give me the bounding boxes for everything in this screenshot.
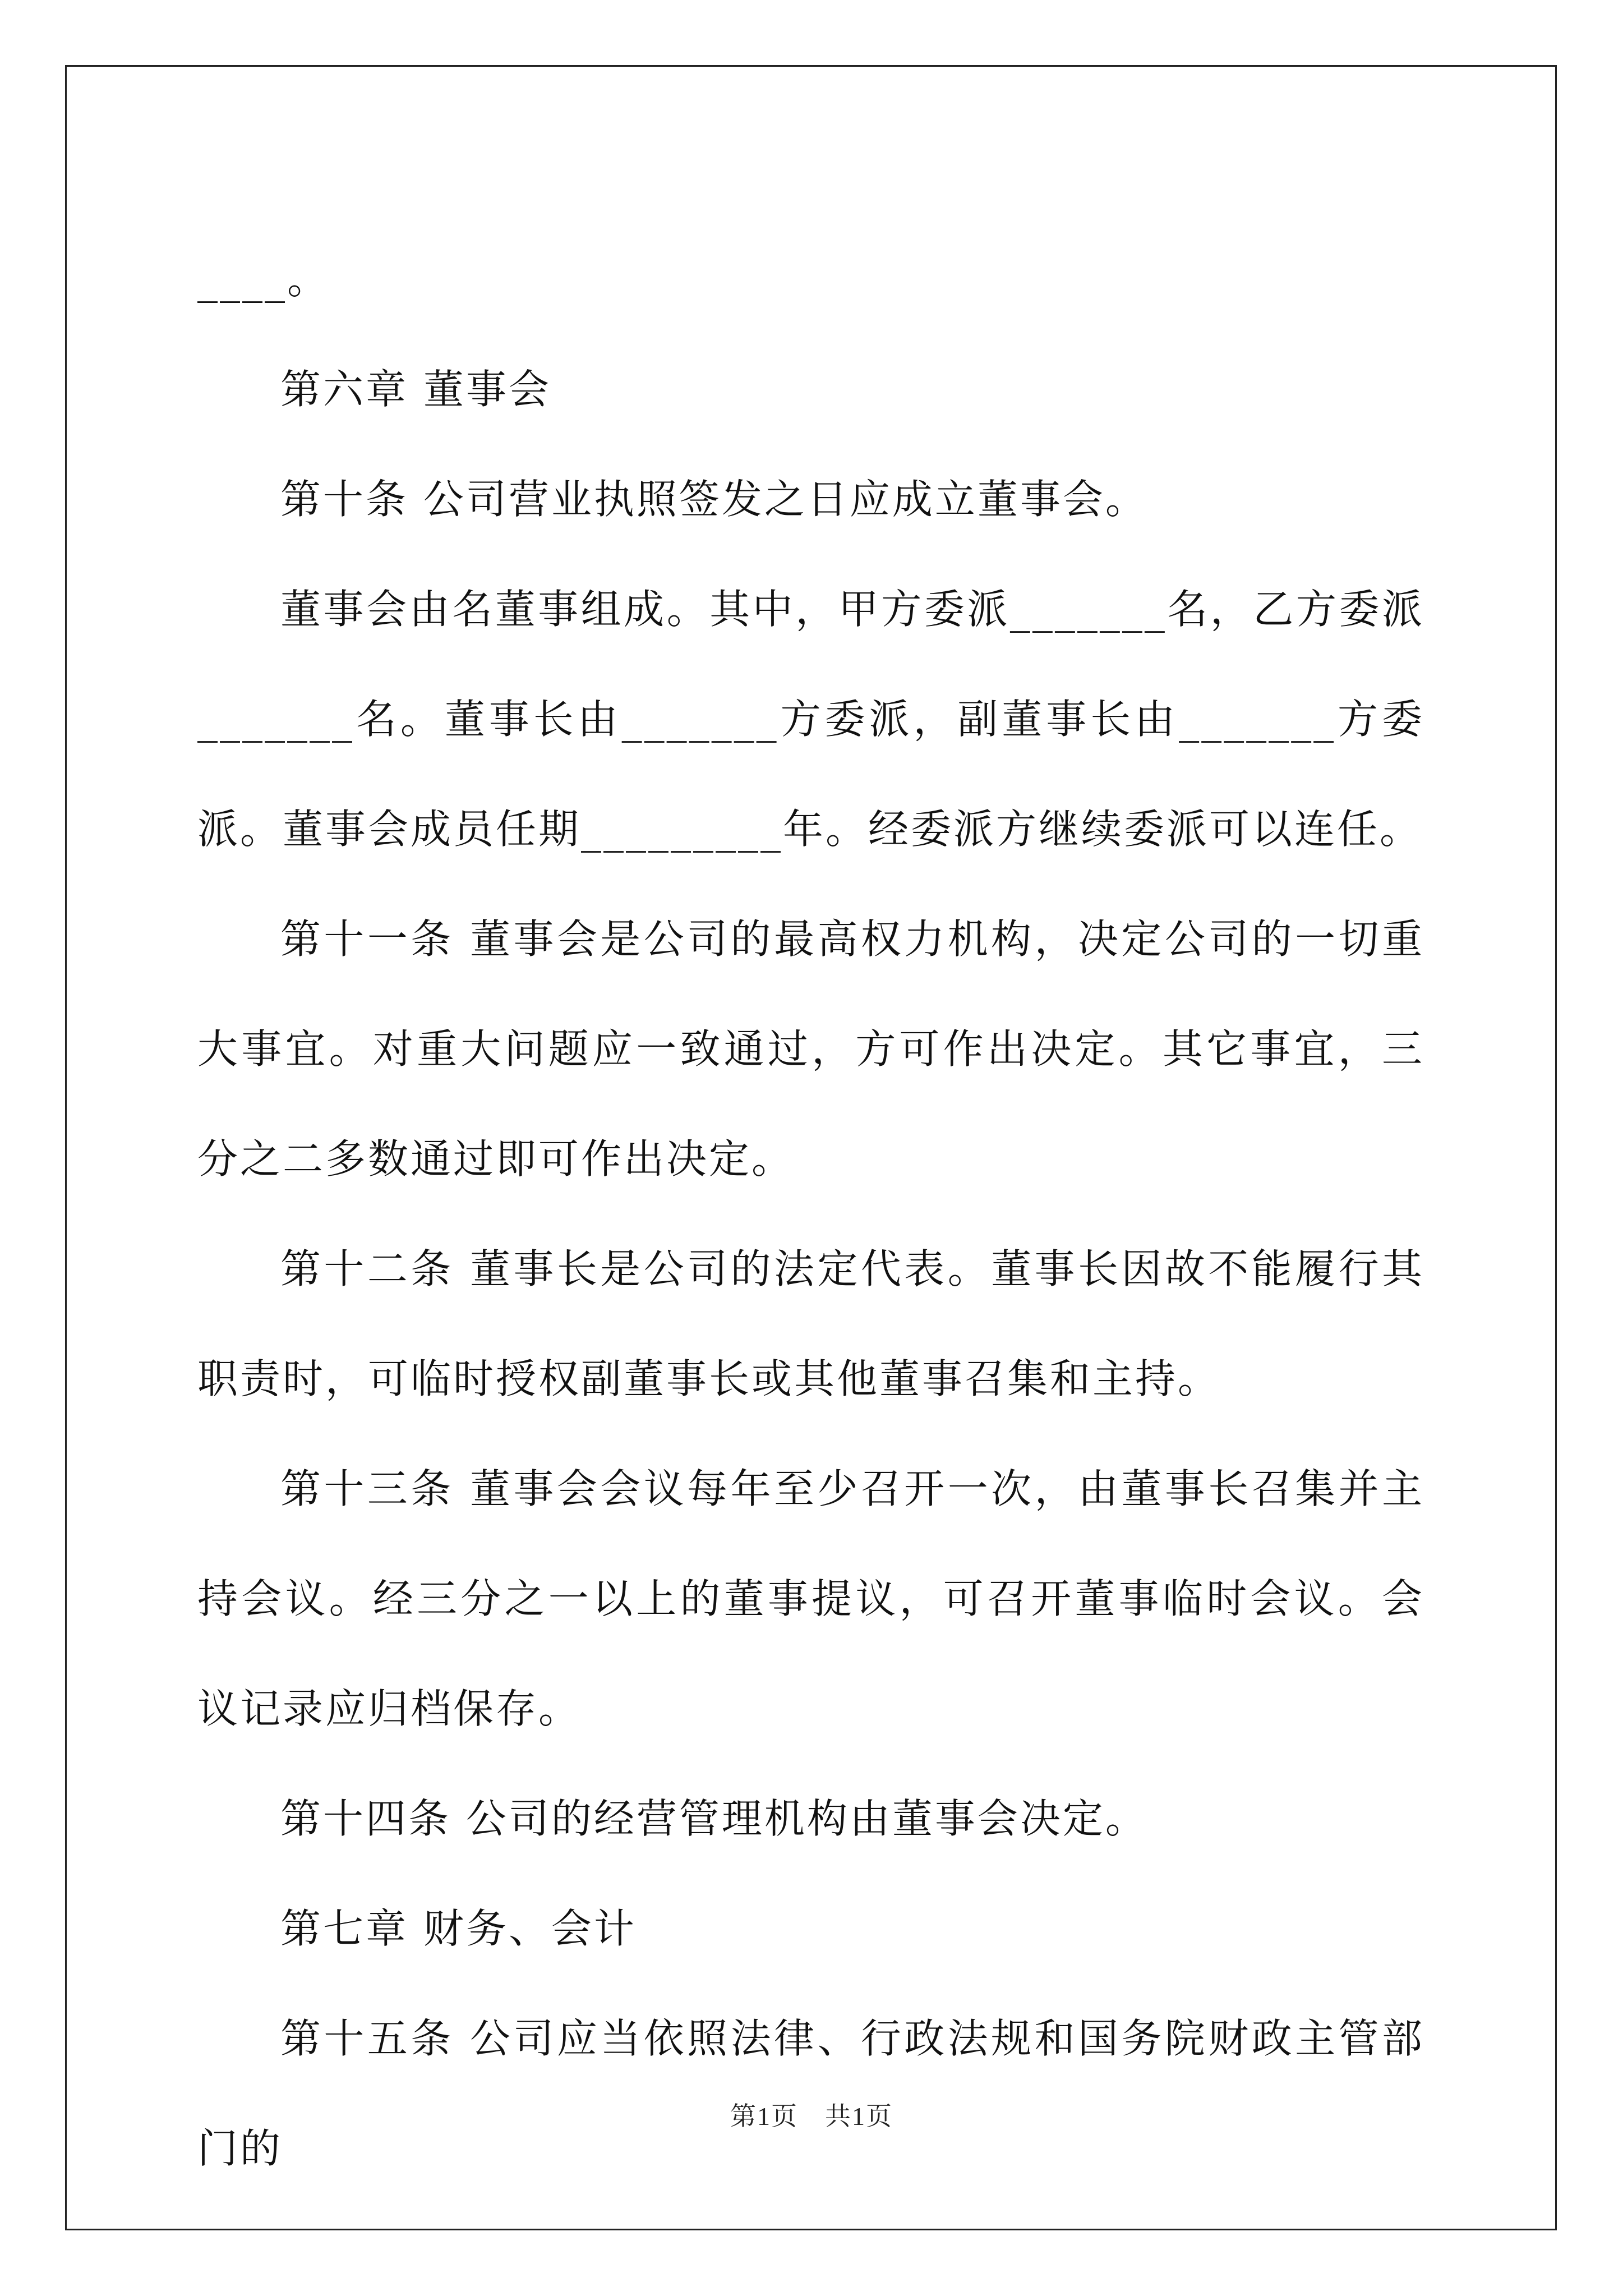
document-body bbox=[197, 224, 1424, 2203]
chapter-heading-board: 第六章 董事会 bbox=[280, 366, 551, 413]
article-14: 第十四条 公司的经营管理机构由董事会决定。 bbox=[280, 1795, 1148, 1842]
article-10: 第十条 公司营业执照签发之日应成立董事会。 bbox=[280, 476, 1148, 523]
chapter-heading-finance: 第七章 财务、会计 bbox=[280, 1905, 637, 1952]
board-composition-paragraph: 董事会由名董事组成。其中，甲方委派_______名，乙方委派_______名。董事长由_______方委派，副董事长由_______方委派。董事会成员任期_________年。经委派方继续委派可以连任。 bbox=[197, 586, 1424, 853]
article-13: 第十三条 董事会会议每年至少召开一次，由董事长召集并主持会议。经三分之一以上的董事提议，可召开董事临时会议。会议记录应归档保存。 bbox=[197, 1465, 1424, 1732]
paragraph-blank-continuation: ____。 bbox=[197, 256, 330, 303]
article-12: 第十二条 董事长是公司的法定代表。董事长因故不能履行其职责时，可临时授权副董事长或其他董事召集和主持。 bbox=[197, 1245, 1424, 1402]
article-11: 第十一条 董事会是公司的最高权力机构，决定公司的一切重大事宜。对重大问题应一致通过，方可作出决定。其它事宜，三分之二多数通过即可作出决定。 bbox=[197, 915, 1424, 1182]
article-15: 第十五条 公司应当依照法律、行政法规和国务院财政主管部门的 bbox=[197, 2015, 1424, 2172]
page-number-footer: 第1页 共1页 bbox=[730, 2102, 893, 2131]
